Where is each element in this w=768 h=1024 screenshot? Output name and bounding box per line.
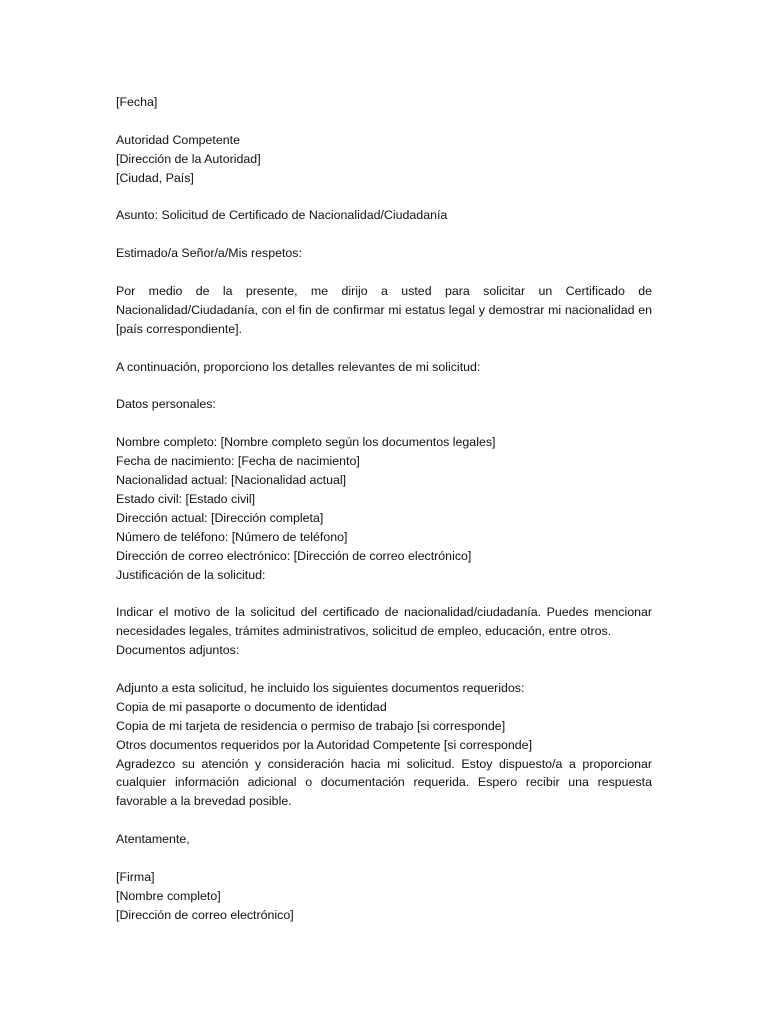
intro-paragraph: Por medio de la presente, me dirijo a usted para solicitar un Certificado de Nacionalidad/Ciudadanía, con el fin de confirmar mi estatus legal y demostrar mi nacionalidad en [país correspondiente]. — [116, 284, 652, 336]
personal-data-item: Dirección de correo electrónico: [Dirección de correo electrónico] — [116, 548, 472, 563]
recipient-address: [Dirección de la Autoridad] — [116, 151, 261, 166]
spacer — [116, 377, 652, 396]
personal-data-item: Dirección actual: [Dirección completa] — [116, 510, 324, 525]
letter-salutation: Estimado/a Señor/a/Mis respetos: — [116, 246, 302, 261]
justification-heading: Justificación de la solicitud: — [116, 567, 266, 582]
sign-off: Atentamente, — [116, 832, 190, 847]
spacer — [116, 263, 652, 282]
personal-data-item: Estado civil: [Estado civil] — [116, 491, 256, 506]
letter-subject: Asunto: Solicitud de Certificado de Nacionalidad/Ciudadanía — [116, 208, 448, 223]
signer-name: [Nombre completo] — [116, 888, 221, 903]
spacer — [116, 225, 652, 244]
letter-page — [116, 93, 652, 925]
attachment-item: Copia de mi tarjeta de residencia o permiso de trabajo [si corresponde] — [116, 718, 506, 733]
signature-line: [Firma] — [116, 869, 155, 884]
attachments-intro: Adjunto a esta solicitud, he incluido los siguientes documentos requeridos: — [116, 680, 525, 695]
spacer — [116, 660, 652, 679]
personal-data-heading: Datos personales: — [116, 397, 216, 412]
personal-data-item: Nacionalidad actual: [Nacionalidad actual] — [116, 473, 347, 488]
justification-paragraph: Indicar el motivo de la solicitud del certificado de nacionalidad/ciudadanía. Puedes mencionar necesidades legales, trámites administrativos, solicitud de empleo, educación, entre otros. — [116, 605, 652, 639]
spacer — [116, 849, 652, 868]
spacer — [116, 339, 652, 358]
attachments-heading: Documentos adjuntos: — [116, 643, 240, 658]
spacer — [116, 584, 652, 603]
spacer — [116, 414, 652, 433]
personal-data-item: Número de teléfono: [Número de teléfono] — [116, 529, 348, 544]
spacer — [116, 811, 652, 830]
letter-date: [Fecha] — [116, 95, 158, 109]
signer-email: [Dirección de correo electrónico] — [116, 907, 294, 922]
details-intro: A continuación, proporciono los detalles relevantes de mi solicitud: — [116, 359, 481, 374]
spacer — [116, 112, 652, 131]
closing-paragraph: Agradezco su atención y consideración hacia mi solicitud. Estoy dispuesto/a a proporcionar cualquier información adicional o documentación requerida. Espero recibir una respuesta favorable a la brevedad posible. — [116, 756, 652, 809]
personal-data-item: Nombre completo: [Nombre completo según los documentos legales] — [116, 435, 496, 450]
recipient-name: Autoridad Competente — [116, 132, 240, 147]
attachment-item: Copia de mi pasaporte o documento de identidad — [116, 699, 387, 714]
recipient-city-country: [Ciudad, País] — [116, 170, 194, 185]
spacer — [116, 188, 652, 207]
personal-data-item: Fecha de nacimiento: [Fecha de nacimiento] — [116, 454, 360, 469]
attachment-item: Otros documentos requeridos por la Autoridad Competente [si corresponde] — [116, 737, 533, 752]
